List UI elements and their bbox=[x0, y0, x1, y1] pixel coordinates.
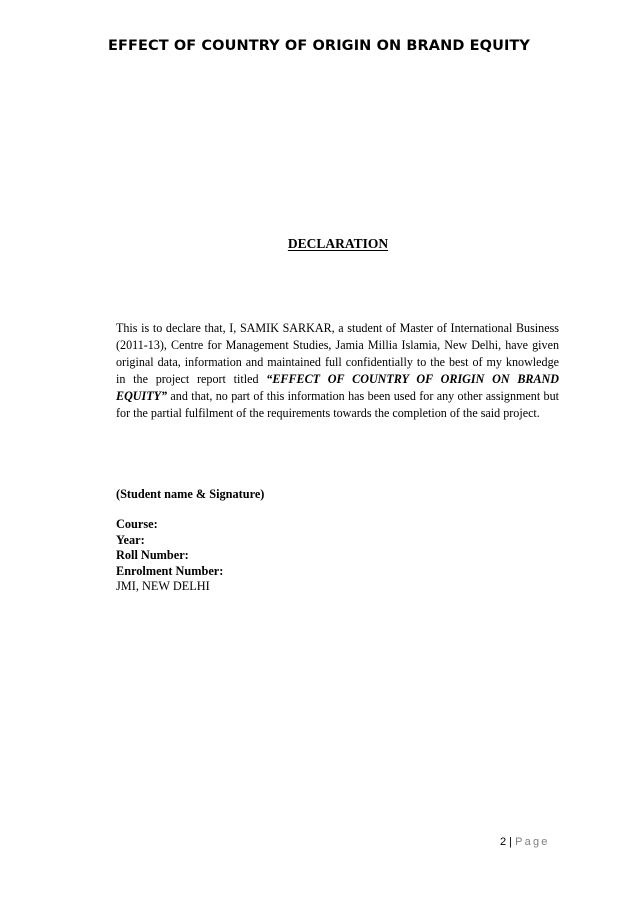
page-footer bbox=[500, 836, 550, 848]
declaration-title-text: DECLARATION bbox=[287, 236, 389, 251]
roll-number-label: Roll Number: bbox=[116, 548, 189, 562]
declaration-title bbox=[0, 236, 638, 252]
signature-label: (Student name & Signature) bbox=[116, 487, 265, 501]
page-number: 2 bbox=[500, 836, 507, 848]
page-separator: | bbox=[506, 836, 516, 848]
declaration-text-after: and that, no part of this information has been used for any other assignment but for the partial fulfilment of the requirements towards the completion of the said project. bbox=[116, 389, 559, 420]
course-label: Course: bbox=[116, 517, 158, 531]
project-title: “EFFECT OF COUNTRY OF ORIGIN ON BRAND EQUITY” bbox=[116, 372, 560, 403]
declaration-text-before: This is to declare that, I, SAMIK SARKAR, a student of Master of International Business (2011-13), Centre for Management Studies, Jamia Millia Islamia, New Delhi, have given original data, information and maintained full confidentially to the best of my knowledge in the project report titled bbox=[116, 321, 559, 386]
institution-name: JMI, NEW DELHI bbox=[116, 579, 210, 593]
declaration-paragraph bbox=[116, 320, 559, 422]
year-label: Year: bbox=[116, 532, 145, 547]
running-header: EFFECT OF COUNTRY OF ORIGIN ON BRAND EQUITY bbox=[107, 38, 531, 54]
enrolment-number-label: Enrolment Number: bbox=[116, 563, 224, 578]
page-word: Page bbox=[515, 836, 550, 848]
student-details bbox=[116, 517, 223, 595]
